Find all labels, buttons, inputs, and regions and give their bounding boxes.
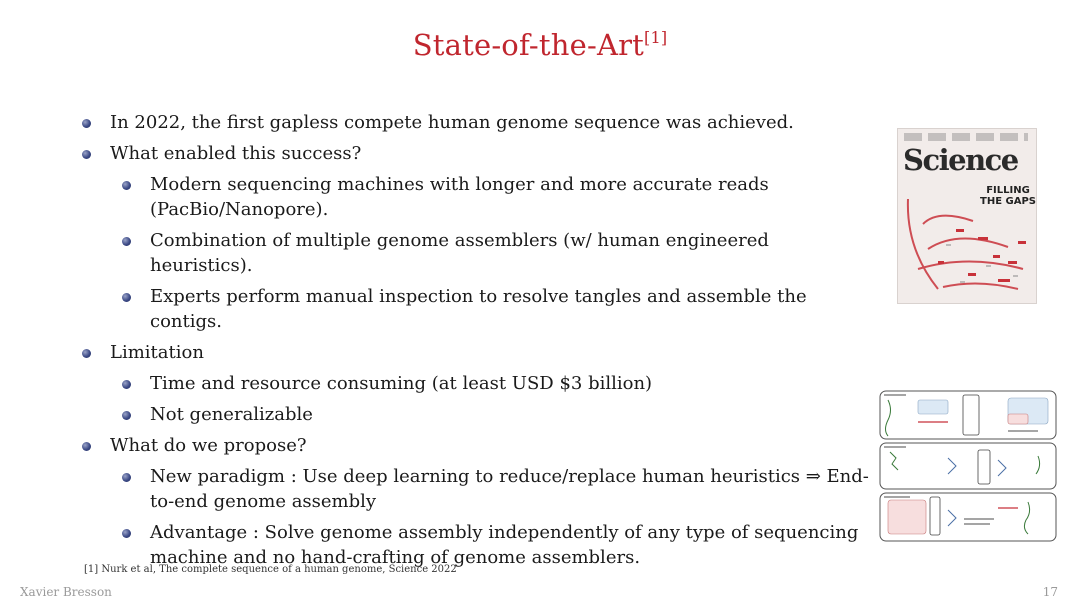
bullet-icon (122, 237, 131, 246)
bullet-item (80, 110, 870, 135)
bullet-icon (122, 411, 131, 420)
page-number: 17 (1042, 585, 1058, 599)
footnote-citation: [1] Nurk et al, The complete sequence of a human genome, Science 2022 (84, 564, 457, 575)
bullet-text: Experts perform manual inspection to resolve tangles and assemble the contigs. (150, 286, 807, 332)
cover-headline-line1: FILLING (986, 185, 1030, 196)
bullet-text: Modern sequencing machines with longer and more accurate reads (PacBio/Nanopore). (150, 174, 769, 220)
science-cover-image (897, 128, 1037, 304)
cover-headline-line2: THE GAPS (980, 196, 1036, 207)
bullet-text: New paradigm : Use deep learning to reduce/replace human heuristics ⇒ End-to-end genome assembly (150, 466, 869, 512)
pipeline-diagram-graphic (878, 390, 1058, 542)
bullet-text: Not generalizable (150, 404, 313, 425)
bullet-item (80, 433, 870, 458)
bullet-icon (122, 181, 131, 190)
sub-bullet-item (80, 464, 870, 514)
bullet-text: What do we propose? (110, 435, 307, 456)
pipeline-diagram (878, 390, 1058, 542)
bullet-icon (122, 473, 131, 482)
cover-artwork (898, 129, 1036, 303)
bullet-text: Limitation (110, 342, 204, 363)
bullet-text: Combination of multiple genome assemblers (w/ human engineered heuristics). (150, 230, 769, 276)
bullet-icon (122, 293, 131, 302)
sub-bullet-item (80, 172, 870, 222)
bullet-icon (82, 442, 91, 451)
bullet-list (80, 110, 870, 576)
bullet-icon (122, 380, 131, 389)
slide-title (0, 28, 1080, 62)
bullet-text: Time and resource consuming (at least USD $3 billion) (150, 373, 653, 394)
bullet-text: What enabled this success? (110, 143, 362, 164)
bullet-item (80, 141, 870, 166)
bullet-item (80, 340, 870, 365)
sub-bullet-item (80, 228, 870, 278)
sub-bullet-item (80, 402, 870, 427)
sub-bullet-item (80, 520, 870, 570)
sub-bullet-item (80, 284, 870, 334)
bullet-icon (82, 150, 91, 159)
title-citation: [1] (644, 28, 668, 47)
bullet-text: In 2022, the first gapless compete human genome sequence was achieved. (110, 112, 794, 133)
slide-title-text: State-of-the-Art (412, 28, 645, 62)
bullet-icon (122, 529, 131, 538)
author-name: Xavier Bresson (20, 585, 112, 599)
cover-masthead: Science (903, 143, 1018, 177)
bullet-icon (82, 349, 91, 358)
bullet-icon (82, 119, 91, 128)
sub-bullet-item (80, 371, 870, 396)
bullet-text: Advantage : Solve genome assembly independently of any type of sequencing machine and no hand-crafting of genome assemblers. (150, 522, 859, 568)
